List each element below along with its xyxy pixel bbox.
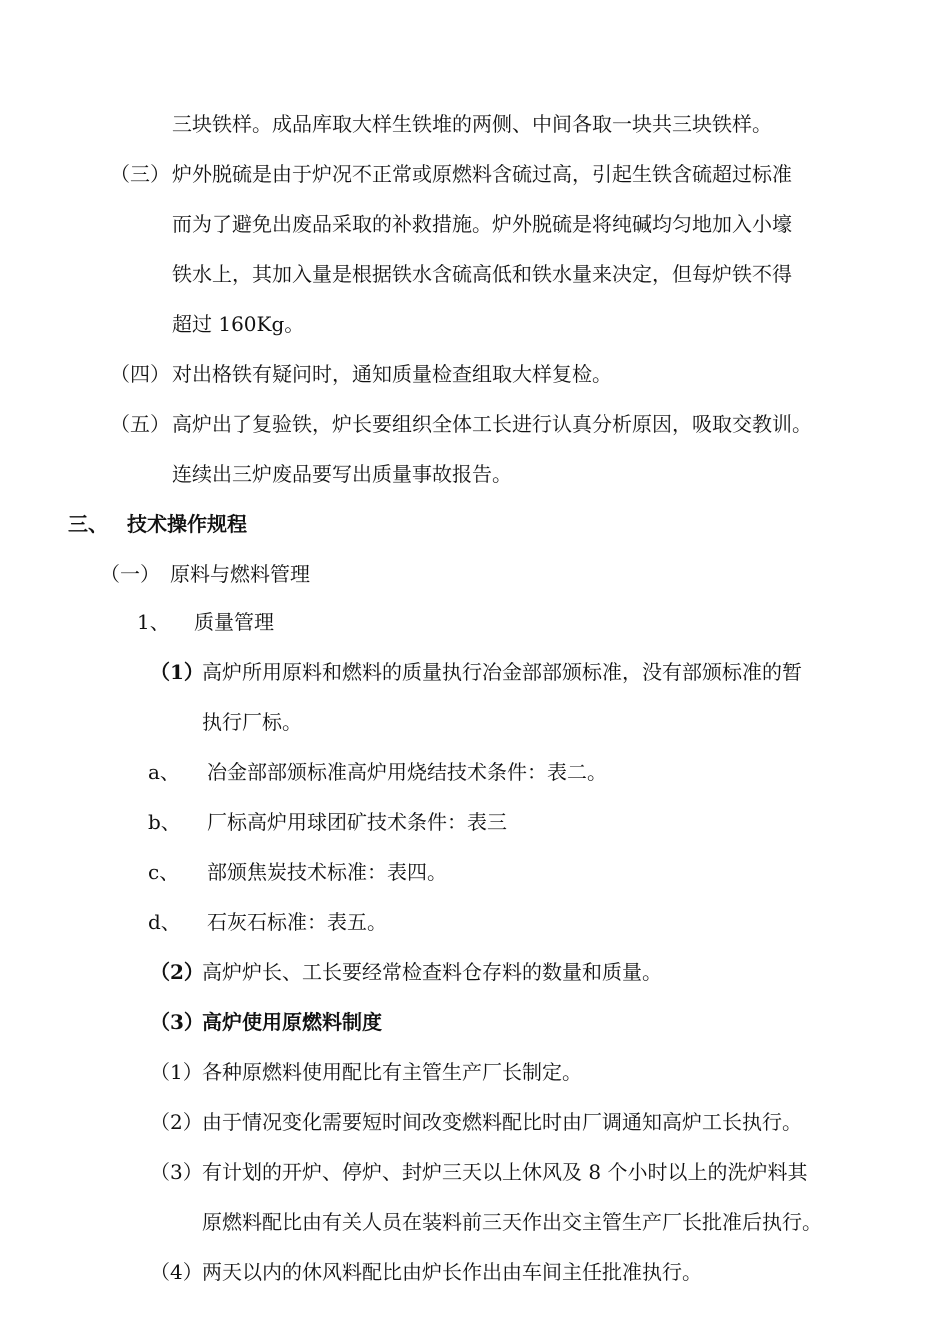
list-label: b、 <box>148 810 181 834</box>
list-label: a、 <box>148 760 180 784</box>
list-label: c、 <box>148 860 180 884</box>
item-number: （四） <box>110 362 170 386</box>
clause-number: （1） <box>150 660 204 684</box>
rule-number: （2） <box>150 1110 203 1134</box>
clause-number: （3） <box>150 1010 204 1034</box>
section-title: 技术操作规程 <box>127 512 247 536</box>
rule-number: （1） <box>150 1060 203 1084</box>
list-item: 石灰石标准：表五。 <box>207 910 387 934</box>
rule-text: 各种原燃料使用配比有主管生产厂长制定。 <box>202 1060 582 1084</box>
paragraph-line: 对出格铁有疑问时，通知质量检查组取大样复检。 <box>172 362 612 386</box>
paragraph-line: 炉外脱硫是由于炉况不正常或原燃料含硫过高，引起生铁含硫超过标准 <box>172 162 792 186</box>
item-title: 质量管理 <box>194 610 274 634</box>
section-number: 三、 <box>68 512 108 536</box>
rule-text: 原燃料配比由有关人员在装料前三天作出交主管生产厂长批准后执行。 <box>202 1210 822 1234</box>
paragraph-line: 连续出三炉废品要写出质量事故报告。 <box>172 462 512 486</box>
rule-number: （4） <box>150 1260 203 1284</box>
subsection-number: （一） <box>100 562 160 586</box>
rule-text: 两天以内的休风料配比由炉长作出由车间主任批准执行。 <box>202 1260 702 1284</box>
paragraph-line: 高炉所用原料和燃料的质量执行冶金部部颁标准，没有部颁标准的暂 <box>202 660 802 684</box>
paragraph-line: 高炉炉长、工长要经常检查料仓存料的数量和质量。 <box>202 960 662 984</box>
clause-number: （2） <box>150 960 204 984</box>
subsection-title: 原料与燃料管理 <box>170 562 310 586</box>
paragraph-line: 执行厂标。 <box>202 710 302 734</box>
list-label: d、 <box>148 910 181 934</box>
list-item: 部颁焦炭技术标准：表四。 <box>207 860 447 884</box>
item-number: （三） <box>110 162 170 186</box>
paragraph-line: 三块铁样。成品库取大样生铁堆的两侧、中间各取一块共三块铁样。 <box>172 112 772 136</box>
item-number: 1、 <box>137 610 170 634</box>
item-number: （五） <box>110 412 170 436</box>
list-item: 厂标高炉用球团矿技术条件：表三 <box>207 810 507 834</box>
paragraph-line: 而为了避免出废品采取的补救措施。炉外脱硫是将纯碱均匀地加入小壕 <box>172 212 792 236</box>
clause-title: 高炉使用原燃料制度 <box>202 1010 382 1034</box>
rule-text: 有计划的开炉、停炉、封炉三天以上休风及 8 个小时以上的洗炉料其 <box>202 1160 808 1184</box>
paragraph-line: 高炉出了复验铁，炉长要组织全体工长进行认真分析原因，吸取交教训。 <box>172 412 812 436</box>
paragraph-line: 超过 160Kg。 <box>172 312 305 336</box>
rule-text: 由于情况变化需要短时间改变燃料配比时由厂调通知高炉工长执行。 <box>202 1110 802 1134</box>
rule-number: （3） <box>150 1160 203 1184</box>
paragraph-line: 铁水上，其加入量是根据铁水含硫高低和铁水量来决定，但每炉铁不得 <box>172 262 792 286</box>
list-item: 冶金部部颁标准高炉用烧结技术条件：表二。 <box>207 760 607 784</box>
